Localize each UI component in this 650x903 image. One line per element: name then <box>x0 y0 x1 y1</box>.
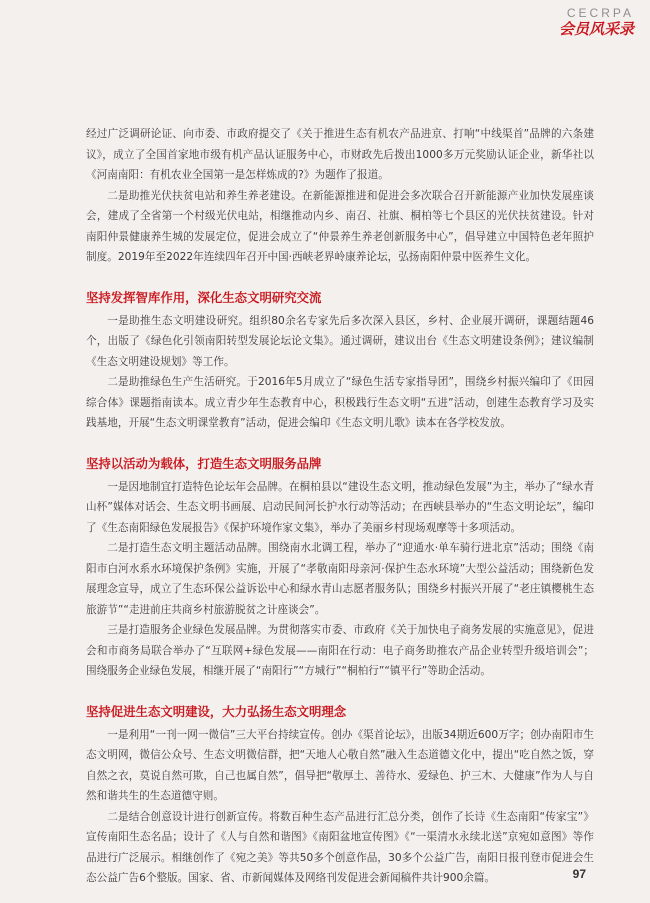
section-promotion <box>86 702 594 889</box>
section-heading: 坚持以活动为载体，打造生态文明服务品牌 <box>86 455 322 471</box>
article-body <box>86 124 594 889</box>
page-number: 97 <box>572 867 586 881</box>
paragraph: 二是打造生态文明主题活动品牌。围绕南水北调工程，举办了“迎通水·单车骑行进北京”活动；围绕《南阳市白河水系水环境保护条例》实施，开展了“孝敬南阳母亲河·保护生态水环境”大型公益活动；围绕新色发展理念宣导，成立了生态环保公益诉讼中心和绿水青山志愿者服务队；围绕乡村振兴开展了“老庄镇樱桃生态旅游节”“走进前庄共商乡村旅游脱贫之计座谈会”。 <box>86 542 594 616</box>
section-activities <box>86 454 594 682</box>
brand-chinese: 会员风采录 <box>558 20 634 38</box>
paragraph: 一是利用“一刊一网一微信”三大平台持续宣传。创办《渠首论坛》，出版34期近600万字；创办南阳市生态文明网，微信公众号、生态文明微信群，把“天地人心敬自然”融入生态道德文化中，提出“吃自然之饭，穿自然之衣，莫说自然可欺，自己也属自然”，倡导把“敬厚土、善待水、爱绿色、护三木、大健康”作为人与自然和谐共生的生态道德守则。 <box>86 728 594 802</box>
paragraph: 一是助推生态文明建设研究。组织80余名专家先后多次深入县区，乡村、企业展开调研，课题结题46个，出版了《绿色化引领南阳转型发展论坛论文集》。通过调研，建议出台《生态文明建设条例》；建议编制《生态文明建设规划》等工作。 <box>86 314 594 368</box>
brand-logo <box>559 6 634 39</box>
paragraph: 经过广泛调研论证、向市委、市政府提交了《关于推进生态有机农产品进京、打响“中线渠首”品牌的六条建议》，成立了全国首家地市级有机产品认证服务中心，市财政先后拨出1000多万元奖励认证企业，新华社以《河南南阳：有机农业全国第一是怎样炼成的?》为题作了报道。 <box>86 128 594 181</box>
section-heading: 坚持促进生态文明建设，大力弘扬生态文明理念 <box>86 703 347 719</box>
paragraph: 二是助推绿色生产生活研究。于2016年5月成立了“绿色生活专家指导团”，围绕乡村振兴编印了《田园综合体》课题指南读本。成立青少年生态教育中心，积极践行生态文明“五进”活动，创建生态教育学习及实践基地，开展“生态文明课堂教育”活动，促进会编印《生态文明儿歌》读本在各学校发放。 <box>86 376 594 429</box>
paragraph: 三是打造服务企业绿色发展品牌。为贯彻落实市委、市政府《关于加快电子商务发展的实施意见》，促进会和市商务局联合举办了“互联网+绿色发展——南阳在行动：电子商务助推农产品企业转型升级培训会”；围绕服务企业绿色发展，相继开展了“南阳行”“方城行”“桐柏行”“镇平行”等助企活动。 <box>86 624 594 677</box>
paragraph: 二是结合创意设计进行创新宣传。将数百种生态产品进行汇总分类，创作了长诗《生态南阳“传家宝”》宣传南阳生态名品；设计了《人与自然和谐图》《南阳盆地宣传图》《“一渠清水永续北送”京宛如意图》等作品进行广泛展示。相继创作了《宛之美》等共50多个创意作品，30多个公益广告，南阳日报刊登市促进会生态公益广告6个整版。国家、省、市新闻媒体及网络刊发促进会新闻稿件共计900余篇。 <box>86 810 594 884</box>
paragraph: 二是助推光伏扶贫电站和养生养老建设。在新能源推进和促进会多次联合召开新能源产业加快发展座谈会，建成了全省第一个村级光伏电站，相继推动内乡、南召、社旗、桐柏等七个县区的光伏扶贫建设。针对南阳仲景健康养生城的发展定位，促进会成立了“仲景养生养老创新服务中心”，倡导建立中国特色老年照护制度。2019年至2022年连续四年召开中国·西峡老界岭康养论坛，弘扬南阳仲景中医养生文化。 <box>86 189 594 263</box>
section-heading: 坚持发挥智库作用，深化生态文明研究交流 <box>86 289 322 305</box>
brand-english: CECRPA <box>566 6 634 20</box>
paragraph: 一是因地制宜打造特色论坛年会品牌。在桐柏县以“建设生态文明，推动绿色发展”为主，举办了“绿水青山杯”媒体对话会、生态文明书画展、启动民间河长护水行动等活动；在西峡县举办的“生态文明论坛”，编印了《生态南阳绿色发展报告》《保护环境作家文集》，举办了美丽乡村现场观摩等十多项活动。 <box>86 480 594 534</box>
section-think-tank <box>86 288 594 434</box>
